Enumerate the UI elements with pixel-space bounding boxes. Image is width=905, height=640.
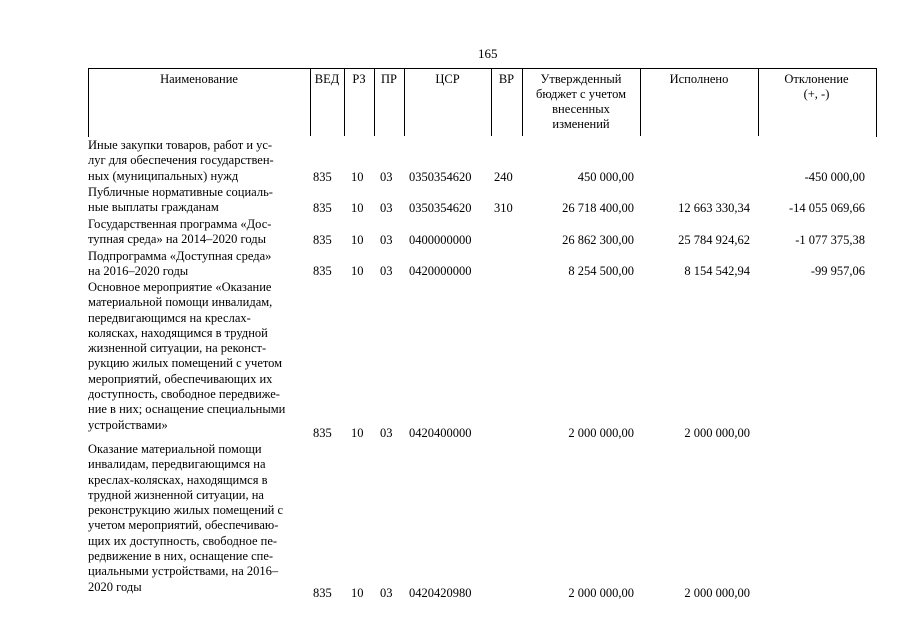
row-approved: 2 000 000,00 (568, 586, 634, 600)
row-name-line: рукцию жилых помещений с учетом (88, 356, 283, 371)
header-vr: ВР (498, 72, 515, 86)
row-name-line: учетом мероприятий, обеспечиваю- (88, 518, 279, 533)
header-rz: РЗ (352, 72, 366, 86)
row-ved: 835 (313, 264, 332, 278)
row-name-line: луг для обеспечения государствен- (88, 153, 274, 168)
row-pr: 03 (380, 264, 393, 278)
header-deviation-line: (+, -) (803, 87, 830, 101)
row-name-line: трудной жизненной ситуации, на (88, 487, 264, 502)
header-csr: ЦСР (435, 72, 460, 86)
header-name: Наименование (160, 72, 238, 86)
row-deviation: -99 957,06 (810, 264, 865, 278)
row-rz: 10 (351, 586, 364, 600)
row-name-line: Государственная программа «Дос- (88, 217, 272, 231)
row-ved: 835 (313, 586, 332, 600)
header-pr: ПР (381, 72, 397, 86)
row-name-line: жизненной ситуации, на реконст- (88, 341, 267, 356)
row-executed: 25 784 924,62 (678, 233, 750, 247)
row-name-line: на 2016–2020 годы (88, 264, 189, 279)
row-csr: 0350354620 (409, 170, 472, 184)
header-deviation (758, 72, 875, 102)
row-rz: 10 (351, 201, 364, 215)
row-approved: 26 718 400,00 (562, 201, 634, 215)
row-name-line: ные выплаты гражданам (88, 200, 219, 215)
row-pr: 03 (380, 233, 393, 247)
row-csr: 0420000000 (409, 264, 472, 278)
row-name-line: креслах-колясках, находящимся в (88, 472, 268, 487)
row-pr: 03 (380, 170, 393, 184)
row-executed: 12 663 330,34 (678, 201, 750, 215)
row-pr: 03 (380, 201, 393, 215)
row-csr: 0420400000 (409, 426, 472, 440)
row-name-line: циальными устройствами, на 2016– (88, 564, 279, 579)
row-approved: 26 862 300,00 (562, 233, 634, 247)
row-executed: 2 000 000,00 (684, 426, 750, 440)
row-rz: 10 (351, 426, 364, 440)
row-pr: 03 (380, 586, 393, 600)
row-rz: 10 (351, 233, 364, 247)
row-name-line: передвигающимся на креслах- (88, 310, 251, 325)
row-pr: 03 (380, 426, 393, 440)
row-executed: 8 154 542,94 (684, 264, 750, 278)
row-name-line: Оказание материальной помощи (88, 442, 262, 456)
row-approved: 8 254 500,00 (568, 264, 634, 278)
row-deviation: -450 000,00 (804, 170, 865, 184)
row-ved: 835 (313, 426, 332, 440)
row-name (88, 249, 310, 280)
row-name (88, 185, 310, 216)
row-name-line: Подпрограмма «Доступная среда» (88, 249, 272, 263)
header-deviation-line: Отклонение (784, 72, 849, 86)
page-number: 165 (478, 46, 498, 61)
row-csr: 0420420980 (409, 586, 472, 600)
row-vr: 240 (494, 170, 513, 184)
row-name-line: мероприятий, обеспечивающих их (88, 371, 273, 386)
header-approved-line: внесенных (552, 102, 610, 116)
row-csr: 0350354620 (409, 201, 472, 215)
row-executed: 2 000 000,00 (684, 586, 750, 600)
header-approved-line: изменений (552, 117, 610, 131)
header-approved-line: бюджет с учетом (535, 87, 626, 101)
row-name-line: тупная среда» на 2014–2020 годы (88, 232, 267, 247)
row-name (88, 442, 310, 595)
row-name-line: колясках, находящимся в трудной (88, 325, 268, 340)
row-name-line: Публичные нормативные социаль- (88, 185, 273, 199)
header-executed: Исполнено (669, 72, 729, 86)
header-approved (522, 72, 640, 132)
row-name-line: Иные закупки товаров, работ и ус- (88, 138, 273, 152)
row-name-line: ных (муниципальных) нужд (88, 168, 239, 183)
row-name-line: устройствами» (88, 417, 168, 432)
row-approved: 2 000 000,00 (568, 426, 634, 440)
row-name-line: ние в них; оснащение специальными (88, 402, 286, 417)
row-ved: 835 (313, 201, 332, 215)
row-ved: 835 (313, 170, 332, 184)
row-deviation: -1 077 375,38 (795, 233, 865, 247)
row-deviation: -14 055 069,66 (788, 201, 865, 215)
row-name (88, 138, 310, 184)
row-csr: 0400000000 (409, 233, 472, 247)
header-approved-line: Утвержденный (540, 72, 622, 86)
header-ved: ВЕД (314, 72, 340, 86)
row-vr: 310 (494, 201, 513, 215)
row-name-line: инвалидам, передвигающимся на (88, 457, 266, 472)
row-name (88, 217, 310, 248)
row-name-line: щих их доступность, свободное пе- (88, 533, 278, 548)
row-rz: 10 (351, 170, 364, 184)
row-name-line: реконструкцию жилых помещений с (88, 503, 284, 518)
row-rz: 10 (351, 264, 364, 278)
row-name-line: материальной помощи инвалидам, (88, 295, 273, 310)
row-name-line: 2020 годы (88, 579, 142, 594)
row-name-line: Основное мероприятие «Оказание (88, 280, 272, 294)
row-name-line: доступность, свободное передвиже- (88, 387, 280, 402)
row-approved: 450 000,00 (577, 170, 634, 184)
row-ved: 835 (313, 233, 332, 247)
row-name (88, 280, 310, 433)
row-name-line: редвижение в них, оснащение спе- (88, 549, 274, 564)
